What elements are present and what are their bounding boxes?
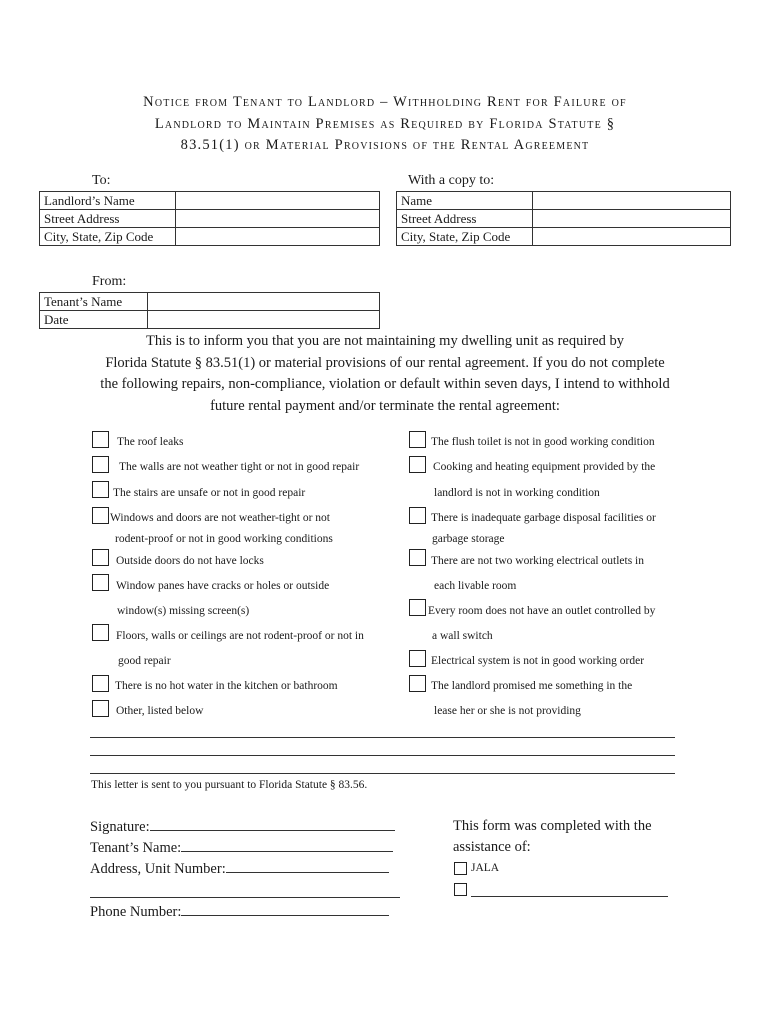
- intro-line-2: Florida Statute § 83.51(1) or material provisions of our rental agreement. If you do not complete: [105, 354, 665, 371]
- statute-note: This letter is sent to you pursuant to Florida Statute § 83.56.: [91, 779, 368, 791]
- item-cooking-heating: Cooking and heating equipment provided by the: [433, 461, 656, 473]
- item-outlets-cont: each livable room: [434, 580, 517, 592]
- landlord-city-label: City, State, Zip Code: [40, 228, 176, 246]
- tenant-name-line[interactable]: [181, 839, 393, 852]
- checkbox-wall-switch[interactable]: [409, 599, 426, 616]
- phone-label: Phone Number:: [90, 904, 182, 920]
- item-electrical: Electrical system is not in good working order: [431, 655, 645, 667]
- date-label: Date: [40, 311, 148, 329]
- item-cooking-heating-cont: landlord is not in working condition: [434, 487, 600, 499]
- landlord-name-label: Landlord’s Name: [40, 192, 176, 210]
- copy-name-field[interactable]: [533, 192, 731, 210]
- item-windows-doors-cont: rodent-proof or not in good working conditions: [115, 533, 333, 545]
- landlord-name-field[interactable]: [176, 192, 380, 210]
- other-assistance-line[interactable]: [471, 896, 668, 897]
- phone-line[interactable]: [181, 903, 389, 916]
- to-label: To:: [92, 173, 111, 188]
- landlord-city-field[interactable]: [176, 228, 380, 246]
- checkbox-garbage[interactable]: [409, 507, 426, 524]
- item-floors-walls-cont: good repair: [118, 655, 171, 667]
- copy-street-field[interactable]: [533, 210, 731, 228]
- option-jala: JALA: [471, 862, 500, 874]
- checkbox-jala[interactable]: [454, 862, 467, 875]
- item-hot-water: There is no hot water in the kitchen or bathroom: [115, 680, 338, 692]
- phone-row: [90, 903, 389, 921]
- checkbox-hot-water[interactable]: [92, 675, 109, 692]
- item-window-panes-cont: window(s) missing screen(s): [117, 605, 250, 617]
- item-outside-doors: Outside doors do not have locks: [116, 555, 264, 567]
- item-windows-doors: Windows and doors are not weather-tight or not: [110, 512, 330, 524]
- intro-paragraph: [70, 331, 700, 417]
- landlord-street-label: Street Address: [40, 210, 176, 228]
- checkbox-electrical[interactable]: [409, 650, 426, 667]
- checkbox-cooking-heating[interactable]: [409, 456, 426, 473]
- item-walls: The walls are not weather tight or not in good repair: [119, 461, 360, 473]
- item-wall-switch: Every room does not have an outlet controlled by: [428, 605, 656, 617]
- item-window-panes: Window panes have cracks or holes or outside: [116, 580, 330, 592]
- other-line-1[interactable]: [90, 737, 675, 738]
- copy-to-label: With a copy to:: [408, 173, 495, 188]
- item-wall-switch-cont: a wall switch: [432, 630, 493, 642]
- item-outlets: There are not two working electrical outlets in: [431, 555, 644, 567]
- copy-city-field[interactable]: [533, 228, 731, 246]
- tenant-info-table: [39, 292, 380, 329]
- title-line-1: Notice from Tenant to Landlord – Withholding Rent for Failure of: [143, 94, 627, 110]
- tenant-name-field[interactable]: [148, 293, 380, 311]
- copy-street-label: Street Address: [397, 210, 533, 228]
- assistance-line-1: This form was completed with the: [453, 818, 652, 834]
- checkbox-outside-doors[interactable]: [92, 549, 109, 566]
- checkbox-window-panes[interactable]: [92, 574, 109, 591]
- item-garbage-cont: garbage storage: [432, 533, 505, 545]
- item-other: Other, listed below: [116, 705, 204, 717]
- item-landlord-promised: The landlord promised me something in the: [431, 680, 633, 692]
- title-line-2: Landlord to Maintain Premises as Required by Florida Statute §: [154, 115, 616, 132]
- checkbox-stairs[interactable]: [92, 481, 109, 498]
- form-title: [60, 92, 710, 157]
- checkbox-outlets[interactable]: [409, 549, 426, 566]
- checkbox-other-assistance[interactable]: [454, 883, 467, 896]
- checkbox-other[interactable]: [92, 700, 109, 717]
- checkbox-walls[interactable]: [92, 456, 109, 473]
- title-line-3: 83.51(1) or Material Provisions of the Rental Agreement: [180, 137, 590, 153]
- copy-info-table: [396, 191, 731, 246]
- landlord-info-table: [39, 191, 380, 246]
- item-roof-leaks: The roof leaks: [117, 436, 184, 448]
- signature-line[interactable]: [150, 818, 395, 831]
- address-line[interactable]: [226, 860, 389, 873]
- other-line-3[interactable]: [90, 773, 675, 774]
- checkbox-floors-walls[interactable]: [92, 624, 109, 641]
- checkbox-flush-toilet[interactable]: [409, 431, 426, 448]
- address-label: Address, Unit Number:: [90, 861, 226, 877]
- item-flush-toilet: The flush toilet is not in good working condition: [431, 436, 655, 448]
- item-garbage: There is inadequate garbage disposal facilities or: [431, 512, 656, 524]
- signature-label: Signature:: [90, 819, 150, 835]
- checkbox-landlord-promised[interactable]: [409, 675, 426, 692]
- signature-row: [90, 818, 395, 836]
- item-stairs: The stairs are unsafe or not in good repair: [113, 487, 306, 499]
- copy-name-label: Name: [397, 192, 533, 210]
- intro-line-3: the following repairs, non-compliance, violation or default within seven days, I intend to withhold: [100, 376, 670, 392]
- assistance-line-2: assistance of:: [453, 839, 531, 855]
- intro-line-4: future rental payment and/or terminate the rental agreement:: [210, 397, 560, 414]
- other-line-2[interactable]: [90, 755, 675, 756]
- date-field[interactable]: [148, 311, 380, 329]
- address-line-2[interactable]: [90, 897, 400, 898]
- tenant-name-sig-label: Tenant’s Name:: [90, 840, 182, 856]
- checkbox-roof-leaks[interactable]: [92, 431, 109, 448]
- address-row: [90, 860, 389, 878]
- landlord-street-field[interactable]: [176, 210, 380, 228]
- item-floors-walls: Floors, walls or ceilings are not rodent-proof or not in: [116, 630, 364, 642]
- checkbox-windows-doors[interactable]: [92, 507, 109, 524]
- tenant-name-label: Tenant’s Name: [40, 293, 148, 311]
- intro-line-1: This is to inform you that you are not maintaining my dwelling unit as required by: [145, 333, 625, 349]
- tenant-name-row: [90, 839, 393, 857]
- copy-city-label: City, State, Zip Code: [397, 228, 533, 246]
- from-label: From:: [92, 274, 127, 289]
- item-landlord-promised-cont: lease her or she is not providing: [434, 705, 581, 717]
